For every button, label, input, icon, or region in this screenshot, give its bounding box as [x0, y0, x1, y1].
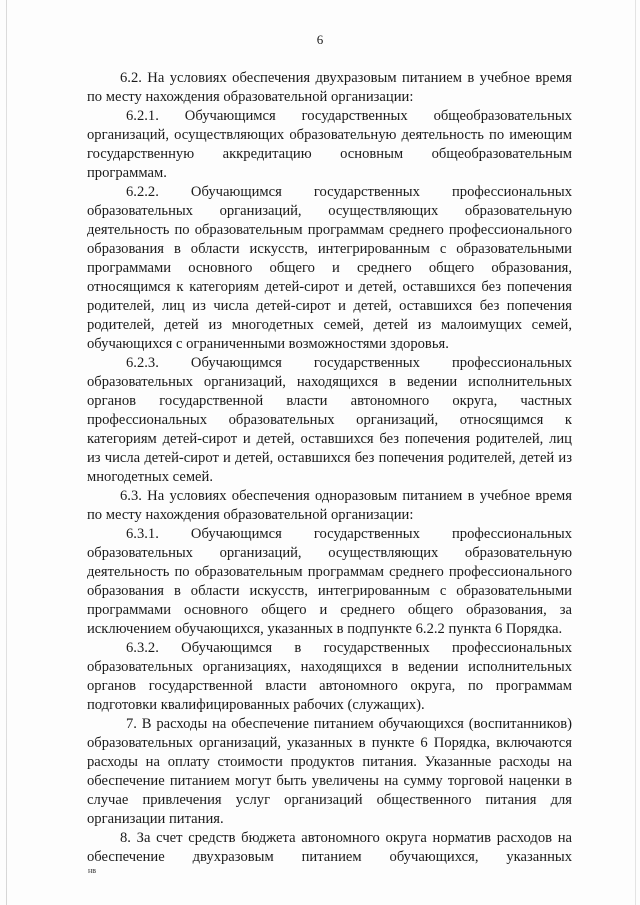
- paragraph-6-2-1: 6.2.1. Обучающимся государственных общеобразовательных организаций, осуществляющих образовательную деятельность по имеющим государственную аккредитацию основным общеобразовательным программам.: [87, 108, 572, 181]
- footer-mark: нв: [88, 866, 97, 875]
- paragraph-6-2-3: 6.2.3. Обучающимся государственных профессиональных образовательных организаций, находящихся в ведении исполнительных органов государственной власти автономного округа, частных профессиональных образовательных организаций, относящимся к категориям детей-сирот и детей, оставшихся без попечения родителей, лиц из числа детей-сирот и детей, оставшихся без попечения родителей, детей из многодетных семей.: [87, 355, 572, 485]
- document-body: [87, 69, 572, 867]
- paragraph-6-3: 6.3. На условиях обеспечения одноразовым питанием в учебное время по месту нахождения образовательной организации:: [87, 488, 572, 523]
- scan-edge-right: [635, 0, 636, 905]
- paragraph-7: 7. В расходы на обеспечение питанием обучающихся (воспитанников) образовательных организаций, указанных в пункте 6 Порядка, включаются расходы на оплату стоимости продуктов питания. Указанные расходы на обеспечение питанием могут быть увеличены на сумму торговой наценки в случае привлечения услуг организаций общественного питания для организации питания.: [87, 716, 572, 827]
- scan-edge-left: [6, 0, 7, 905]
- paragraph-6-2-2: 6.2.2. Обучающимся государственных профессиональных образовательных организаций, осуществляющих образовательную деятельность по образовательным программам среднего профессионального образования в области искусств, интегрированным с образовательными программами основного общего и среднего общего образования, относящимся к категориям детей-сирот и детей, оставшихся без попечения родителей, лиц из числа детей-сирот и детей, оставшихся без попечения родителей, детей из многодетных семей, детей из малоимущих семей, обучающихся с ограниченными возможностями здоровья.: [87, 184, 572, 352]
- paragraph-6-2: 6.2. На условиях обеспечения двухразовым питанием в учебное время по месту нахождения образовательной организации:: [87, 70, 572, 105]
- page-number: 6: [316, 32, 324, 47]
- paragraph-8: 8. За счет средств бюджета автономного округа норматив расходов на обеспечение двухразовым питанием обучающихся, указанных: [87, 830, 572, 865]
- paragraph-6-3-2: 6.3.2. Обучающимся в государственных профессиональных образовательных организациях, находящихся в ведении исполнительных органов государственной власти автономного округа, по программам подготовки квалифицированных рабочих (служащих).: [87, 640, 572, 713]
- paragraph-6-3-1: 6.3.1. Обучающимся государственных профессиональных образовательных организаций, осуществляющих образовательную деятельность по образовательным программам среднего профессионального образования в области искусств, интегрированным с образовательными программами основного общего и среднего общего образования, за исключением обучающихся, указанных в подпункте 6.2.2 пункта 6 Порядка.: [87, 526, 572, 637]
